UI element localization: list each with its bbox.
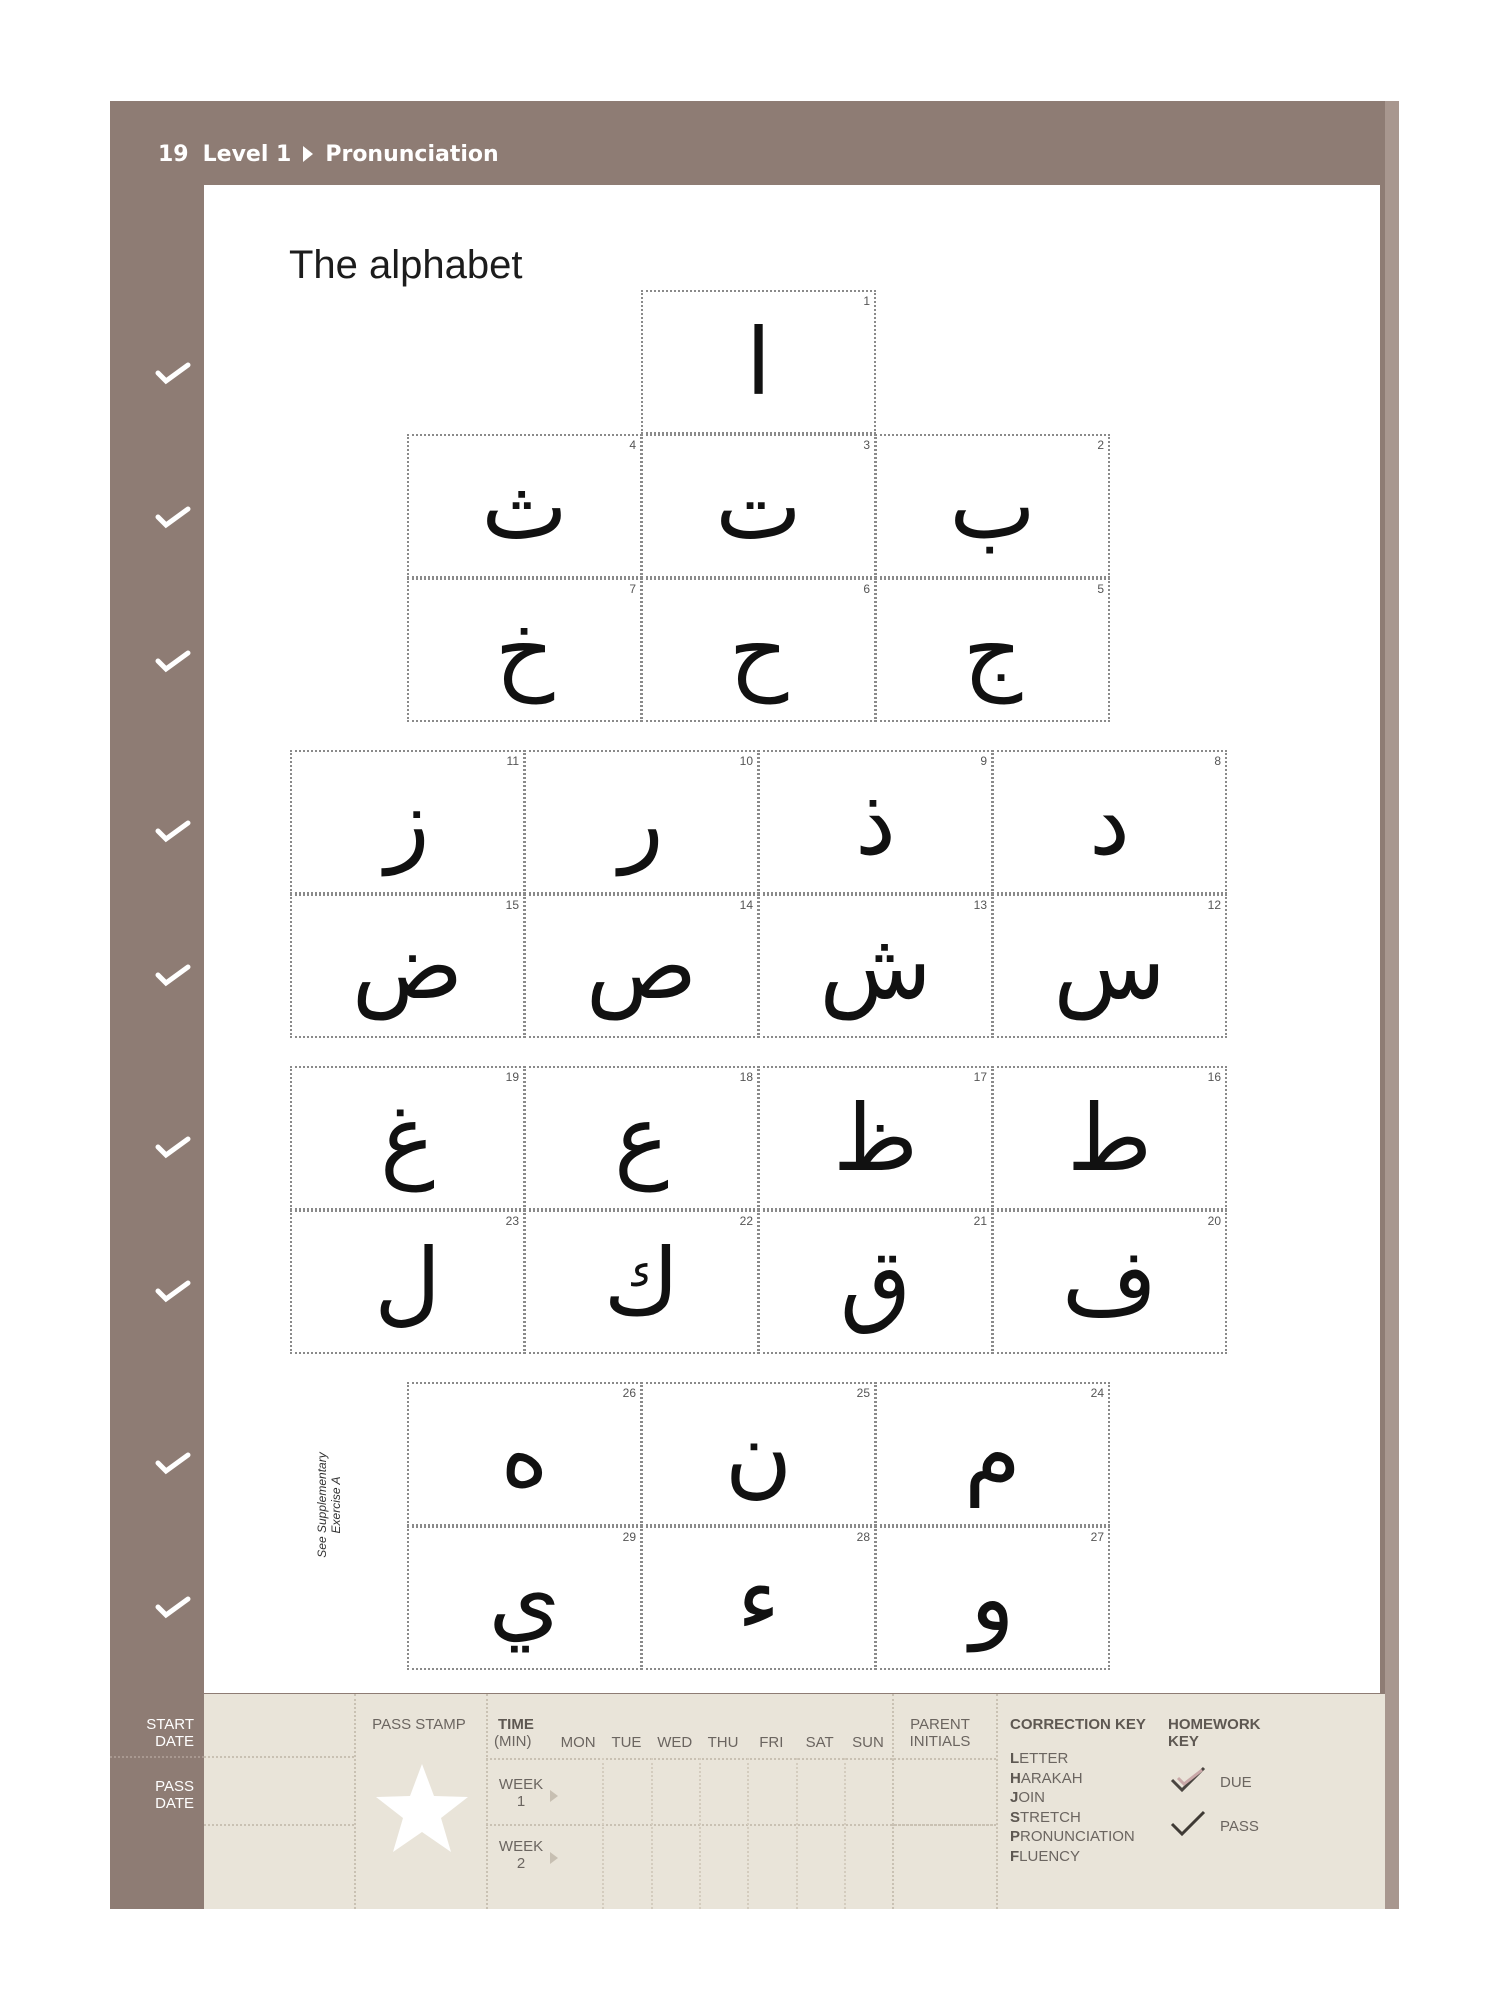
letter-number: 19 xyxy=(505,1070,519,1084)
footer-date-column xyxy=(110,1694,204,1909)
time-grid-divider xyxy=(486,1758,996,1760)
weekday-column-divider xyxy=(747,1758,749,1909)
arabic-letter: ر xyxy=(619,769,664,876)
letter-card xyxy=(992,1210,1227,1354)
week-1-arrow-icon xyxy=(550,1790,558,1802)
parent-initials-label: PARENT INITIALS xyxy=(909,1716,971,1750)
column-divider xyxy=(486,1694,488,1909)
time-label: TIME xyxy=(498,1716,534,1733)
star-icon xyxy=(372,1760,472,1856)
date-row-divider xyxy=(204,1756,354,1758)
letter-card xyxy=(407,434,642,578)
correction-key-item: JOIN xyxy=(1010,1789,1046,1806)
arabic-letter: ج xyxy=(962,597,1023,704)
letter-card xyxy=(758,894,993,1038)
arabic-letter: خ xyxy=(494,597,555,704)
letter-card xyxy=(524,894,759,1038)
column-divider xyxy=(892,1694,894,1909)
date-divider xyxy=(110,1756,204,1758)
correction-key-title: CORRECTION KEY xyxy=(1010,1716,1146,1733)
pass-stamp-label: PASS STAMP xyxy=(372,1716,466,1733)
date-row-divider xyxy=(204,1824,354,1826)
due-label: DUE xyxy=(1220,1774,1252,1791)
level-label: Level 1 xyxy=(202,141,292,167)
letter-card xyxy=(875,1382,1110,1526)
letter-number: 29 xyxy=(622,1530,636,1544)
letter-card xyxy=(641,1382,876,1526)
letter-number: 18 xyxy=(739,1070,753,1084)
weekday-label: TUE xyxy=(611,1734,642,1751)
week-2-arrow-icon xyxy=(550,1852,558,1864)
arabic-letter: ض xyxy=(351,913,464,1020)
letter-card xyxy=(524,1210,759,1354)
weekday-label: SUN xyxy=(852,1734,884,1751)
arabic-letter: ي xyxy=(488,1545,561,1652)
letter-number: 27 xyxy=(1090,1530,1104,1544)
letter-number: 16 xyxy=(1207,1070,1221,1084)
letter-number: 20 xyxy=(1207,1214,1221,1228)
weekday-label: FRI xyxy=(759,1734,784,1751)
letter-number: 17 xyxy=(973,1070,987,1084)
letter-number: 13 xyxy=(973,898,987,912)
letter-number: 2 xyxy=(1097,438,1104,452)
letter-card xyxy=(641,290,876,434)
letter-card xyxy=(641,434,876,578)
letter-card xyxy=(407,578,642,722)
arabic-letter: ص xyxy=(585,913,698,1020)
letter-card xyxy=(290,1066,525,1210)
footer-band xyxy=(204,1694,1385,1909)
due-check-icon xyxy=(1170,1766,1208,1796)
weekday-label: WED xyxy=(657,1734,693,1751)
weekday-label: THU xyxy=(707,1734,739,1751)
pass-date-label: PASS DATE xyxy=(155,1778,194,1812)
arabic-letter: م xyxy=(964,1401,1021,1508)
page-number: 19 xyxy=(158,141,189,167)
letter-card xyxy=(758,1210,993,1354)
letter-number: 21 xyxy=(973,1214,987,1228)
correction-key-item: HARAKAH xyxy=(1010,1769,1083,1787)
arabic-letter: ز xyxy=(385,769,430,876)
arabic-letter: غ xyxy=(380,1085,435,1192)
arabic-letter: ط xyxy=(1066,1085,1153,1192)
letter-card xyxy=(875,578,1110,722)
weekday-column-divider xyxy=(651,1758,653,1909)
letter-number: 4 xyxy=(629,438,636,452)
arabic-letter: ح xyxy=(728,597,789,704)
letter-card xyxy=(524,1066,759,1210)
letter-card xyxy=(641,578,876,722)
section-label: Pronunciation xyxy=(325,141,499,167)
letter-number: 8 xyxy=(1214,754,1221,768)
letter-number: 25 xyxy=(856,1386,870,1400)
column-divider xyxy=(354,1694,356,1909)
letter-card xyxy=(290,750,525,894)
letter-card xyxy=(407,1526,642,1670)
letter-card xyxy=(524,750,759,894)
letter-number: 1 xyxy=(863,294,870,308)
letter-number: 28 xyxy=(856,1530,870,1544)
letter-card xyxy=(641,1526,876,1670)
arabic-letter: س xyxy=(1053,913,1166,1020)
correction-key-item: PRONUNCIATION xyxy=(1010,1828,1135,1845)
letter-card xyxy=(290,1210,525,1354)
arabic-letter: ق xyxy=(839,1229,912,1336)
arabic-letter: ه xyxy=(500,1401,549,1508)
letter-number: 3 xyxy=(863,438,870,452)
letter-number: 22 xyxy=(739,1214,753,1228)
weekday-label: SAT xyxy=(805,1734,834,1751)
correction-key-item: STRETCH xyxy=(1010,1808,1081,1826)
weekday-label: MON xyxy=(560,1734,596,1751)
letter-number: 14 xyxy=(739,898,753,912)
arabic-letter: ن xyxy=(724,1401,793,1508)
arabic-letter: ف xyxy=(1061,1229,1158,1336)
letter-number: 9 xyxy=(980,754,987,768)
arabic-letter: و xyxy=(970,1545,1015,1652)
pass-label: PASS xyxy=(1220,1818,1259,1835)
letter-number: 15 xyxy=(505,898,519,912)
arabic-letter: ب xyxy=(949,453,1036,560)
letter-card xyxy=(992,894,1227,1038)
letter-number: 6 xyxy=(863,582,870,596)
arabic-letter: ك xyxy=(603,1229,680,1336)
letter-number: 24 xyxy=(1090,1386,1104,1400)
arabic-letter: ش xyxy=(819,913,932,1020)
pass-check-icon xyxy=(1170,1810,1208,1840)
homework-key-title: HOMEWORK KEY xyxy=(1168,1716,1261,1750)
letter-card xyxy=(992,1066,1227,1210)
supplementary-note: See Supplementary Exercise A xyxy=(315,1452,343,1558)
arabic-letter: ا xyxy=(745,309,772,416)
start-date-label: START DATE xyxy=(146,1716,194,1750)
arabic-letter: ث xyxy=(481,453,568,560)
correction-key-item: LETTER xyxy=(1010,1750,1069,1767)
tracking-footer xyxy=(110,1694,1385,1909)
letter-number: 7 xyxy=(629,582,636,596)
letter-number: 11 xyxy=(506,754,519,768)
letter-card xyxy=(875,434,1110,578)
correction-key-item: FLUENCY xyxy=(1010,1847,1081,1865)
letter-number: 5 xyxy=(1097,582,1104,596)
letter-card xyxy=(407,1382,642,1526)
arabic-letter: ع xyxy=(614,1085,669,1192)
week-2-label: WEEK 2 xyxy=(498,1838,544,1872)
letter-card xyxy=(992,750,1227,894)
week-1-label: WEEK 1 xyxy=(498,1776,544,1810)
time-unit-label: (MIN) xyxy=(494,1733,532,1750)
arabic-letter: د xyxy=(1089,769,1130,876)
letter-number: 10 xyxy=(739,754,753,768)
weekday-column-divider xyxy=(699,1758,701,1909)
letter-number: 23 xyxy=(505,1214,519,1228)
letter-card xyxy=(875,1526,1110,1670)
arabic-letter: ظ xyxy=(832,1085,919,1192)
letter-card xyxy=(758,750,993,894)
weekday-column-divider xyxy=(796,1758,798,1909)
weekday-column-divider xyxy=(602,1758,604,1909)
letter-number: 12 xyxy=(1207,898,1221,912)
page-title: The alphabet xyxy=(289,243,523,287)
arabic-letter: ذ xyxy=(855,769,896,876)
arabic-letter: ء xyxy=(736,1545,781,1652)
arabic-letter: ل xyxy=(374,1229,441,1336)
arabic-letter: ت xyxy=(715,453,802,560)
initials-divider xyxy=(892,1824,996,1826)
column-divider xyxy=(996,1694,998,1909)
letter-number: 26 xyxy=(622,1386,636,1400)
letter-card xyxy=(758,1066,993,1210)
weekday-column-divider xyxy=(844,1758,846,1909)
letter-card xyxy=(290,894,525,1038)
